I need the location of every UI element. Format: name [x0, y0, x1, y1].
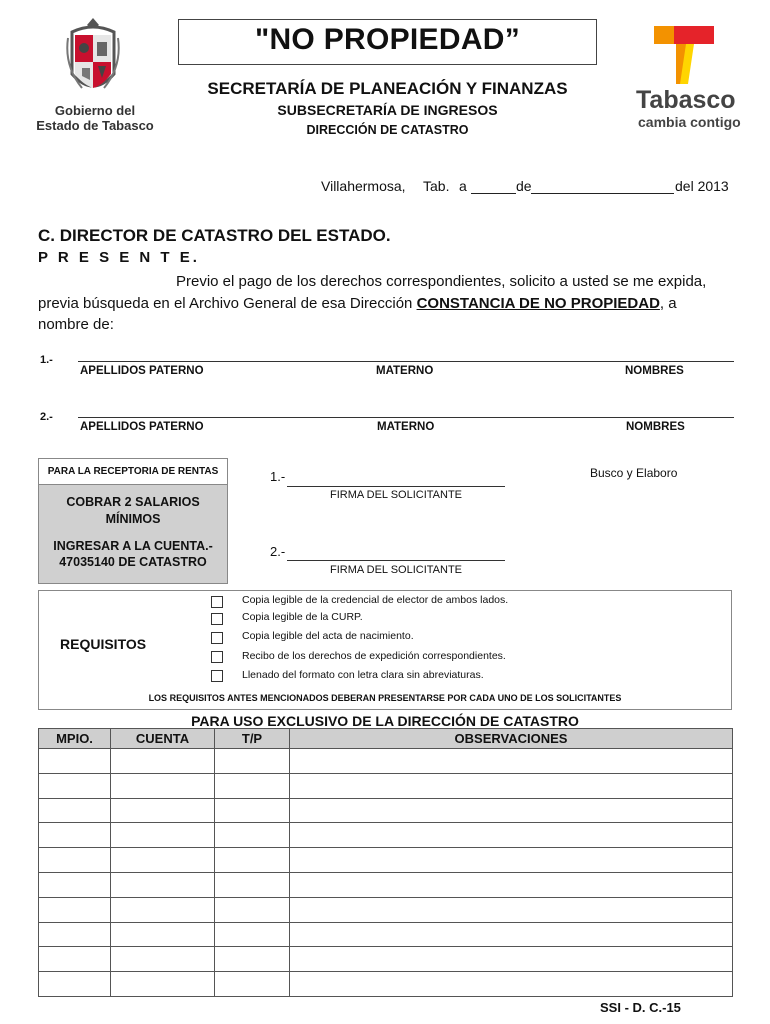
name-row-2-paterno: APELLIDOS PATERNO	[80, 421, 204, 433]
requisito-1: Copia legible de la credencial de elector de ambos lados.	[242, 594, 509, 606]
table-cell[interactable]	[290, 897, 733, 922]
cuenta-line2: 47035140 DE CATASTRO	[59, 555, 207, 569]
table-row	[39, 872, 733, 897]
table-cell[interactable]	[215, 922, 290, 947]
footer-code: SSI - D. C.-15	[600, 1000, 681, 1015]
table-cell[interactable]	[111, 749, 215, 774]
tabasco-brand-name: Tabasco	[636, 86, 736, 114]
place-year: del 2013	[675, 178, 729, 194]
table-cell[interactable]	[290, 823, 733, 848]
signature-1-number: 1.-	[270, 469, 286, 484]
name-row-1-nombres: NOMBRES	[625, 365, 684, 377]
form-title: "NO PROPIEDAD”	[254, 23, 521, 56]
col-tp: T/P	[215, 729, 290, 749]
logo-text-line1: Gobierno del	[54, 103, 136, 118]
constancia-highlight: CONSTANCIA DE NO PROPIEDAD	[416, 295, 660, 312]
table-cell[interactable]	[290, 972, 733, 997]
table-cell[interactable]	[39, 922, 111, 947]
requisito-3: Copia legible del acta de nacimiento.	[242, 630, 414, 642]
requisitos-note: LOS REQUISITOS ANTES MENCIONADOS DEBERAN PRESENTARSE POR CADA UNO DE LOS SOLICITANTES	[148, 693, 622, 703]
signature-2-label: FIRMA DEL SOLICITANTE	[329, 564, 463, 576]
checkbox-curp[interactable]	[211, 613, 223, 625]
col-mpio: MPIO.	[39, 729, 111, 749]
signature-2-number: 2.-	[270, 544, 286, 559]
table-row	[39, 749, 733, 774]
table-row	[39, 897, 733, 922]
table-row	[39, 922, 733, 947]
date-month-field[interactable]	[531, 178, 674, 194]
table-cell[interactable]	[111, 947, 215, 972]
coat-of-arms-icon	[64, 16, 122, 102]
presente: P R E S E N T E.	[38, 249, 200, 266]
name-row-2-nombres: NOMBRES	[626, 421, 685, 433]
table-cell[interactable]	[290, 947, 733, 972]
name-row-2-number: 2.-	[40, 411, 53, 423]
table-cell[interactable]	[39, 848, 111, 873]
requisito-2: Copia legible de la CURP.	[242, 611, 363, 623]
uso-exclusivo-heading: PARA USO EXCLUSIVO DE LA DIRECCIÓN DE CATASTRO	[191, 713, 579, 729]
table-cell[interactable]	[111, 823, 215, 848]
table-cell[interactable]	[39, 872, 111, 897]
table-cell[interactable]	[111, 872, 215, 897]
table-cell[interactable]	[215, 848, 290, 873]
table-cell[interactable]	[215, 872, 290, 897]
table-cell[interactable]	[39, 773, 111, 798]
place-de: de	[516, 178, 532, 194]
checkbox-credencial[interactable]	[211, 596, 223, 608]
name-row-1-paterno: APELLIDOS PATERNO	[80, 365, 204, 377]
cobrar-line1: COBRAR 2 SALARIOS	[66, 495, 200, 509]
table-header-row	[39, 729, 733, 749]
signature-2-line[interactable]	[287, 560, 505, 561]
addressee: C. DIRECTOR DE CATASTRO DEL ESTADO.	[38, 226, 391, 245]
busco-elaboro: Busco y Elaboro	[590, 466, 678, 480]
header-secretaria: SECRETARÍA DE PLANEACIÓN Y FINANZAS	[207, 79, 568, 98]
place-a: a	[459, 178, 467, 194]
table-cell[interactable]	[111, 798, 215, 823]
table-cell[interactable]	[39, 947, 111, 972]
signature-1-line[interactable]	[287, 486, 505, 487]
date-day-field[interactable]	[471, 178, 516, 194]
table-cell[interactable]	[290, 922, 733, 947]
table-cell[interactable]	[39, 823, 111, 848]
table-cell[interactable]	[111, 848, 215, 873]
table-cell[interactable]	[290, 773, 733, 798]
table-cell[interactable]	[290, 749, 733, 774]
receptoria-heading: PARA LA RECEPTORIA DE RENTAS	[38, 458, 228, 485]
place-state: Tab.	[423, 178, 450, 194]
table-cell[interactable]	[111, 922, 215, 947]
tabasco-slogan: cambia contigo	[638, 114, 741, 130]
table-row	[39, 823, 733, 848]
table-cell[interactable]	[215, 947, 290, 972]
table-cell[interactable]	[290, 872, 733, 897]
logo-text-line2: Estado de Tabasco	[36, 118, 154, 133]
signature-1-label: FIRMA DEL SOLICITANTE	[329, 489, 463, 501]
catastro-table	[38, 728, 733, 997]
requisito-5: Llenado del formato con letra clara sin abreviaturas.	[242, 669, 484, 681]
place-city: Villahermosa,	[321, 178, 406, 194]
name-row-1-number: 1.-	[40, 354, 53, 366]
table-cell[interactable]	[215, 798, 290, 823]
paragraph-line3: nombre de:	[38, 316, 114, 333]
requisito-4: Recibo de los derechos de expedición correspondientes.	[242, 650, 506, 662]
paragraph-line1: Previo el pago de los derechos correspondientes, solicito a usted se me expida,	[176, 273, 707, 290]
table-row	[39, 773, 733, 798]
header-direccion: DIRECCIÓN DE CATASTRO	[306, 123, 469, 137]
table-row	[39, 848, 733, 873]
name-row-2-line[interactable]	[78, 417, 734, 418]
table-cell[interactable]	[39, 798, 111, 823]
table-cell[interactable]	[215, 773, 290, 798]
table-cell[interactable]	[39, 749, 111, 774]
table-row	[39, 972, 733, 997]
table-row	[39, 798, 733, 823]
table-cell[interactable]	[290, 848, 733, 873]
table-cell[interactable]	[39, 972, 111, 997]
checkbox-llenado[interactable]	[211, 670, 223, 682]
table-row	[39, 947, 733, 972]
col-observaciones: OBSERVACIONES	[290, 729, 733, 749]
checkbox-recibo[interactable]	[211, 651, 223, 663]
name-row-1-line[interactable]	[78, 361, 734, 362]
name-row-1-materno: MATERNO	[376, 365, 434, 377]
table-cell[interactable]	[215, 823, 290, 848]
table-cell[interactable]	[215, 897, 290, 922]
t-logo-icon	[654, 26, 716, 84]
cuenta-line1: INGRESAR A LA CUENTA.-	[53, 539, 213, 553]
checkbox-acta[interactable]	[211, 632, 223, 644]
header-subsecretaria: SUBSECRETARÍA DE INGRESOS	[277, 102, 498, 118]
paragraph-line2	[38, 295, 677, 312]
table-cell[interactable]	[111, 897, 215, 922]
paragraph-line2-a: previa búsqueda en el Archivo General de esa Dirección	[38, 295, 417, 312]
table-cell[interactable]	[290, 798, 733, 823]
paragraph-line2-c: , a	[659, 295, 677, 312]
table-cell[interactable]	[111, 773, 215, 798]
cobrar-line2: MÍNIMOS	[105, 512, 161, 526]
table-cell[interactable]	[215, 749, 290, 774]
requisitos-title: REQUISITOS	[60, 636, 147, 652]
table-cell[interactable]	[111, 972, 215, 997]
table-cell[interactable]	[215, 972, 290, 997]
col-cuenta: CUENTA	[111, 729, 215, 749]
table-cell[interactable]	[39, 897, 111, 922]
name-row-2-materno: MATERNO	[377, 421, 435, 433]
